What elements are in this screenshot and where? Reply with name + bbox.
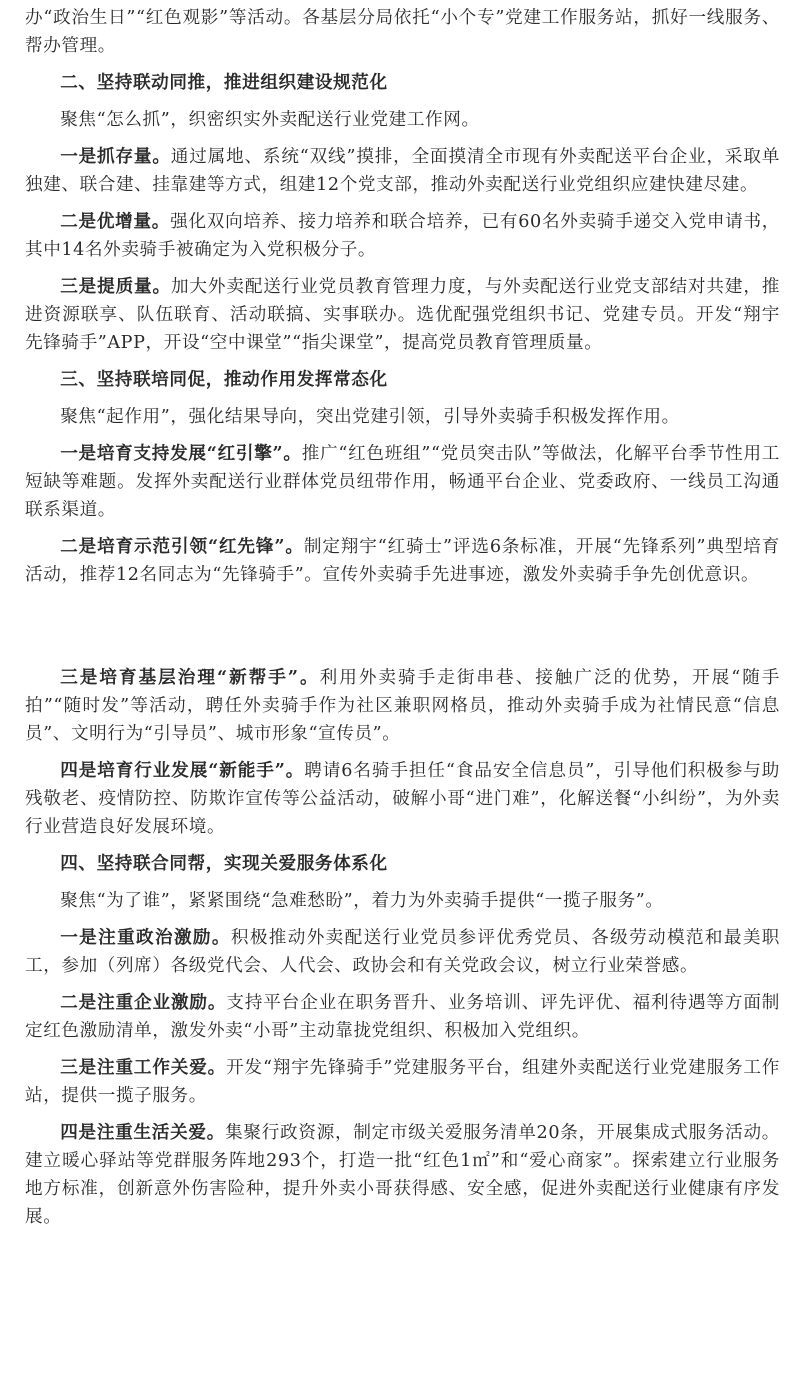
- paragraph-lead: 一是注重政治激励。: [60, 927, 231, 948]
- paragraph-2-3: [25, 273, 780, 357]
- top-section: [25, 4, 780, 598]
- paragraph-3-3: [25, 664, 780, 748]
- paragraph-lead: 二是培育示范引领“红先锋”。: [60, 536, 304, 557]
- paragraph-body: 聘请6名骑手担任“食品安全信息员”，引导他们积极参与助残敬老、疫情防控、防欺诈宣传等公益活动，破解小哥“进门难”，化解送餐“小纠纷”，为外卖行业营造良好发展环境。: [25, 761, 780, 837]
- section-heading-2: 二、坚持联动同推，推进组织建设规范化: [60, 72, 388, 93]
- section-intro-3: 聚焦“起作用”，强化结果导向，突出党建引领，引导外卖骑手积极发挥作用。: [60, 407, 680, 427]
- paragraph-lead: 二是注重企业激励。: [60, 992, 227, 1013]
- paragraph-body: 利用外卖骑手走街串巷、接触广泛的优势，开展“随手拍”“随时发”等活动，聘任外卖骑手作为社区兼职网格员，推动外卖骑手成为社情民意“信息员”、文明行为“引导员”、城市形象“宣传员”。: [25, 668, 780, 744]
- paragraph-4-2: [25, 989, 780, 1045]
- paragraph-lead: 四是培育行业发展“新能手”。: [60, 760, 305, 781]
- paragraph-lead: 三是提质量。: [60, 276, 171, 297]
- paragraph-body: 支持平台企业在职务晋升、业务培训、评先评优、福利待遇等方面制定红色激励清单，激发外卖“小哥”主动靠拢党组织、积极加入党组织。: [25, 993, 780, 1041]
- paragraph-body: 制定翔宇“红骑士”评选6条标准，开展“先锋系列”典型培育活动，推荐12名同志为“先锋骑手”。宣传外卖骑手先进事迹，激发外卖骑手争先创优意识。: [25, 537, 780, 585]
- continuation-paragraph: 办“政治生日”“红色观影”等活动。各基层分局依托“小个专”党建工作服务站，抓好一线服务、帮办管理。: [25, 8, 780, 56]
- paragraph-4-3: [25, 1054, 780, 1110]
- paragraph-2-2: [25, 208, 780, 264]
- paragraph-lead: 一是培育支持发展“红引擎”。: [60, 443, 302, 464]
- paragraph-lead: 二是优增量。: [60, 211, 171, 232]
- paragraph-lead: 四是注重生活关爱。: [60, 1122, 226, 1143]
- section-heading-3: 三、坚持联培同促，推动作用发挥常态化: [60, 369, 388, 390]
- paragraph-body: 积极推动外卖配送行业党员参评优秀党员、各级劳动模范和最美职工，参加（列席）各级党代会、人代会、政协会和有关党政会议，树立行业荣誉感。: [25, 928, 781, 976]
- paragraph-lead: 三是培育基层治理“新帮手”。: [60, 667, 320, 688]
- paragraph-body: 推广“红色班组”“党员突击队”等做法，化解平台季节性用工短缺等难题。发挥外卖配送行业群体党员纽带作用，畅通平台企业、党委政府、一线员工沟通联系渠道。: [25, 444, 780, 520]
- section-intro-4: 聚焦“为了谁”，紧紧围绕“急难愁盼”，着力为外卖骑手提供“一揽子服务”。: [60, 891, 664, 911]
- section-intro-2: 聚焦“怎么抓”，织密织实外卖配送行业党建工作网。: [60, 110, 480, 130]
- bottom-section: [25, 664, 780, 1240]
- paragraph-4-4: [25, 1119, 780, 1231]
- paragraph-lead: 一是抓存量。: [60, 146, 171, 167]
- paragraph-3-1: [25, 440, 780, 524]
- paragraph-2-1: [25, 143, 780, 199]
- paragraph-lead: 三是注重工作关爱。: [60, 1057, 227, 1078]
- paragraph-body: 集聚行政资源，制定市级关爱服务清单20条，开展集成式服务活动。建立暖心驿站等党群服务阵地293个，打造一批“红色1㎡”和“爱心商家”。探索建立行业服务地方标准，创新意外伤害险种，提升外卖小哥获得感、安全感，促进外卖配送行业健康有序发展。: [25, 1123, 780, 1227]
- paragraph-body: 通过属地、系统“双线”摸排，全面摸清全市现有外卖配送平台企业，采取单独建、联合建、挂靠建等方式，组建12个党支部，推动外卖配送行业党组织应建快建尽建。: [25, 147, 780, 195]
- paragraph-body: 强化双向培养、接力培养和联合培养，已有60名外卖骑手递交入党申请书，其中14名外卖骑手被确定为入党积极分子。: [25, 212, 780, 260]
- paragraph-body: 加大外卖配送行业党员教育管理力度，与外卖配送行业党支部结对共建，推进资源联享、队伍联育、活动联搞、实事联办。选优配强党组织书记、党建专员。开发“翔宇先锋骑手”APP，开设“空中课堂”“指尖课堂”，提高党员教育管理质量。: [25, 277, 780, 353]
- paragraph-body: 开发“翔宇先锋骑手”党建服务平台，组建外卖配送行业党建服务工作站，提供一揽子服务。: [25, 1058, 781, 1106]
- section-heading-4: 四、坚持联合同帮，实现关爱服务体系化: [60, 853, 388, 874]
- paragraph-3-4: [25, 757, 780, 841]
- paragraph-4-1: [25, 924, 780, 980]
- paragraph-3-2: [25, 533, 780, 589]
